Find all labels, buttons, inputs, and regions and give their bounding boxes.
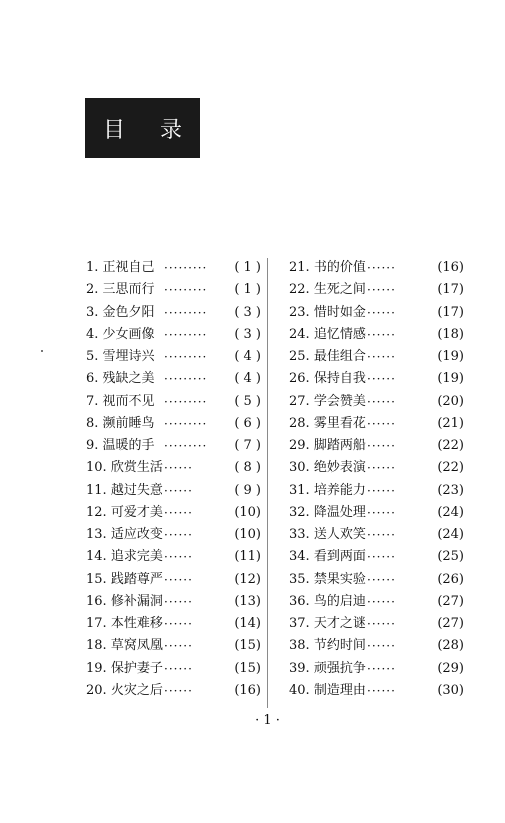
toc-entry-number: 14. (86, 549, 107, 565)
scan-speck (41, 350, 43, 352)
toc-entry-number: 7. (86, 393, 99, 409)
toc-entry-title: 鸟的启迪 (313, 593, 366, 609)
toc-entry-leader-dots: ········· (164, 283, 208, 298)
toc-entry-title: 天才之谜 (313, 616, 366, 631)
toc-entry-page: ( 6 ) (234, 415, 261, 431)
toc-entry-title: 降温处理 (313, 504, 366, 520)
toc-entry-leader-dots: ······ (164, 528, 193, 542)
toc-entry-title: 金色夕阳 (102, 304, 155, 320)
toc-entry-title: 最佳组合 (313, 349, 366, 364)
toc-entry-page: ( 8 ) (234, 460, 261, 476)
toc-entry-page: (24) (437, 504, 464, 520)
toc-entry-leader-dots: ········· (164, 439, 208, 453)
toc-entry-page: (22) (437, 438, 464, 453)
toc-entry-leader-dots: ······ (367, 461, 396, 476)
toc-entry-title: 追求完美 (110, 549, 163, 565)
toc-entry (289, 457, 464, 479)
toc-entry (86, 502, 261, 524)
toc-entry-page: (28) (437, 638, 464, 654)
toc-entry-title: 火灾之后 (110, 682, 163, 698)
toc-entry-leader-dots: ······ (367, 528, 396, 542)
toc-entry-title: 培养能力 (313, 482, 366, 498)
toc-entry-title: 惜时如金 (313, 304, 366, 320)
toc-entry (86, 457, 261, 479)
toc-entry-number: 23. (289, 304, 310, 320)
toc-entry-number: 39. (289, 660, 310, 676)
toc-entry-title: 可爱才美 (110, 504, 163, 520)
toc-entry-leader-dots: ······ (367, 550, 396, 565)
toc-entry-leader-dots: ······ (164, 661, 193, 676)
toc-entry-page: ( 9 ) (234, 482, 261, 498)
toc-entry-page: (21) (437, 415, 464, 431)
toc-entry-page: (29) (437, 660, 464, 676)
toc-entry-leader-dots: ········· (164, 372, 208, 387)
toc-entry-leader-dots: ······ (367, 505, 396, 520)
toc-entry-number: 16. (86, 593, 107, 609)
toc-entry (86, 658, 261, 680)
toc-entry-title: 雪埋诗兴 (102, 349, 155, 364)
toc-entry (289, 391, 464, 413)
toc-entry-number: 29. (289, 438, 310, 453)
toc-entry-page: (27) (437, 616, 464, 631)
toc-entry-number: 33. (289, 527, 310, 542)
toc-entry (289, 413, 464, 435)
toc-entry-page: (24) (437, 527, 464, 542)
toc-entry-page: (15) (234, 638, 261, 654)
page-number: · 1 · (255, 713, 280, 728)
toc-entry-leader-dots: ······ (367, 305, 396, 320)
toc-entry (289, 257, 464, 279)
toc-entry-leader-dots: ········· (164, 261, 208, 275)
toc-entry-page: (23) (437, 482, 464, 498)
toc-entry-leader-dots: ······ (164, 683, 193, 698)
toc-entry-leader-dots: ······ (367, 283, 396, 298)
toc-entry-page: ( 1 ) (234, 260, 261, 275)
toc-entry-leader-dots: ······ (367, 639, 396, 654)
toc-entry (289, 524, 464, 546)
toc-entry-title: 书的价值 (313, 260, 366, 275)
toc-entry-number: 10. (86, 460, 107, 476)
toc-entry (86, 524, 261, 546)
toc-entry (86, 346, 261, 368)
toc-entry-page: ( 5 ) (234, 393, 261, 409)
toc-entry-number: 36. (289, 593, 310, 609)
column-divider (267, 258, 268, 708)
toc-entry-number: 9. (86, 438, 99, 453)
toc-entry-page: (13) (234, 593, 261, 609)
toc-entry-title: 修补漏洞 (110, 593, 163, 609)
toc-entry (86, 413, 261, 435)
toc-entry (86, 391, 261, 413)
toc-entry-page: (10) (234, 527, 261, 542)
toc-entry-page: (19) (437, 371, 464, 387)
toc-entry-leader-dots: ········· (164, 327, 208, 342)
toc-entry-page: (12) (234, 571, 261, 587)
toc-entry (86, 324, 261, 346)
toc-entry-page: (11) (234, 549, 261, 565)
toc-entry-number: 6. (86, 371, 99, 387)
toc-entry-number: 26. (289, 371, 310, 387)
toc-entry-page: (16) (234, 682, 261, 698)
toc-entry-leader-dots: ······ (164, 639, 193, 654)
toc-entry-page: (30) (437, 682, 464, 698)
toc-entry (289, 302, 464, 324)
toc-entry-number: 20. (86, 682, 107, 698)
toc-entry-title: 越过失意 (110, 482, 163, 498)
toc-entry-leader-dots: ······ (367, 350, 396, 364)
toc-entry-page: (15) (234, 660, 261, 676)
toc-entry (86, 279, 261, 301)
toc-entry-title: 适应改变 (110, 527, 163, 542)
toc-entry-number: 24. (289, 326, 310, 342)
toc-entry-number: 17. (86, 616, 107, 631)
toc-entry-leader-dots: ······ (164, 505, 193, 520)
toc-entry-leader-dots: ······ (164, 572, 193, 587)
toc-entry (86, 435, 261, 457)
toc-entry-leader-dots: ········· (164, 416, 208, 431)
toc-entry-title: 草窝凤凰 (110, 638, 163, 654)
toc-entry-page: (20) (437, 393, 464, 409)
toc-entry-leader-dots: ······ (367, 617, 396, 631)
toc-entry (289, 502, 464, 524)
toc-entry (289, 658, 464, 680)
toc-entry-leader-dots: ········· (164, 350, 208, 364)
toc-entry-number: 30. (289, 460, 310, 476)
toc-entry-leader-dots: ······ (367, 594, 396, 609)
toc-entry-number: 37. (289, 616, 310, 631)
toc-entry-title: 学会赞美 (313, 393, 366, 409)
toc-entry-leader-dots: ······ (367, 327, 396, 342)
toc-entry-leader-dots: ······ (164, 550, 193, 565)
toc-entry-page: ( 4 ) (234, 349, 261, 364)
toc-entry-number: 32. (289, 504, 310, 520)
toc-entry (86, 680, 261, 702)
toc-entry-leader-dots: ······ (367, 572, 396, 587)
toc-entry-title: 践踏尊严 (110, 571, 163, 587)
toc-entry-title: 温暖的手 (102, 438, 155, 453)
toc-entry-page: (16) (437, 260, 464, 275)
toc-entry (86, 368, 261, 390)
toc-entry-title: 制造理由 (313, 682, 366, 698)
toc-entry (289, 613, 464, 635)
toc-entry-title: 三思而行 (102, 282, 155, 298)
toc-entry-title: 保护妻子 (110, 660, 163, 676)
toc-column-left (86, 257, 261, 702)
toc-entry-number: 25. (289, 349, 310, 364)
toc-entry (289, 279, 464, 301)
toc-entry-leader-dots: ······ (367, 372, 396, 387)
toc-entry (289, 680, 464, 702)
toc-entry-title: 看到两面 (313, 549, 366, 565)
toc-entry (289, 591, 464, 613)
toc-entry-number: 38. (289, 638, 310, 654)
toc-entry-number: 22. (289, 282, 310, 298)
toc-entry (86, 257, 261, 279)
toc-entry (86, 635, 261, 657)
toc-entry-leader-dots: ······ (367, 261, 396, 275)
toc-heading-box (85, 98, 200, 158)
toc-entry-number: 35. (289, 571, 310, 587)
toc-entry-title: 濒前睡鸟 (102, 415, 155, 431)
toc-entry (86, 546, 261, 568)
toc-entry-title: 生死之间 (313, 282, 366, 298)
toc-entry-number: 21. (289, 260, 310, 275)
toc-entry-number: 27. (289, 393, 310, 409)
toc-entry-number: 31. (289, 482, 310, 498)
toc-entry-title: 正视自己 (102, 260, 155, 275)
toc-entry (289, 569, 464, 591)
toc-heading: 目 录 (103, 117, 196, 143)
toc-entry-title: 本性难移 (110, 616, 163, 631)
toc-entry-page: ( 4 ) (234, 371, 261, 387)
toc-entry-title: 绝妙表演 (313, 460, 366, 476)
toc-entry-number: 34. (289, 549, 310, 565)
toc-entry-page: (18) (437, 326, 464, 342)
toc-entry-page: ( 1 ) (234, 282, 261, 298)
toc-entry-leader-dots: ······ (164, 483, 193, 498)
toc-entry-title: 视而不见 (102, 393, 155, 409)
toc-entry-page: ( 3 ) (234, 326, 261, 342)
toc-entry-title: 少女画像 (102, 326, 155, 342)
toc-entry-title: 脚踏两船 (313, 438, 366, 453)
toc-entry-number: 11. (86, 482, 107, 498)
toc-entry-number: 40. (289, 682, 310, 698)
toc-entry (289, 368, 464, 390)
toc-entry (289, 435, 464, 457)
toc-entry-number: 1. (86, 260, 99, 275)
toc-entry-page: ( 3 ) (234, 304, 261, 320)
toc-entry-title: 顽强抗争 (313, 660, 366, 676)
toc-entry-number: 18. (86, 638, 107, 654)
toc-entry-page: ( 7 ) (234, 438, 261, 453)
toc-entry-number: 2. (86, 282, 99, 298)
toc-entry-number: 8. (86, 415, 99, 431)
toc-entry-leader-dots: ······ (164, 617, 193, 631)
toc-entry-title: 禁果实验 (313, 571, 366, 587)
toc-entry (86, 480, 261, 502)
toc-entry-title: 残缺之美 (102, 371, 155, 387)
toc-entry-leader-dots: ······ (367, 661, 396, 676)
toc-entry-leader-dots: ········· (164, 394, 208, 409)
toc-column-right (289, 257, 464, 702)
toc-entry-leader-dots: ······ (367, 394, 396, 409)
toc-entry-number: 13. (86, 527, 107, 542)
toc-entry-number: 12. (86, 504, 107, 520)
toc-entry-title: 节约时间 (313, 638, 366, 654)
toc-entry-page: (17) (437, 282, 464, 298)
toc-entry (289, 635, 464, 657)
toc-entry-page: (10) (234, 504, 261, 520)
toc-entry-title: 雾里看花 (313, 415, 366, 431)
toc-entry-leader-dots: ······ (367, 683, 396, 698)
toc-entry-leader-dots: ········· (164, 305, 208, 320)
toc-entry-title: 送人欢笑 (313, 527, 366, 542)
toc-entry-number: 5. (86, 349, 99, 364)
toc-entry-number: 3. (86, 304, 99, 320)
toc-entry-leader-dots: ······ (164, 461, 193, 476)
toc-entry-leader-dots: ······ (367, 439, 396, 453)
toc-entry (86, 569, 261, 591)
toc-entry (86, 302, 261, 324)
toc-entry-title: 欣赏生活 (110, 460, 163, 476)
toc-entry (289, 346, 464, 368)
toc-entry (86, 613, 261, 635)
toc-entry-leader-dots: ······ (164, 594, 193, 609)
toc-entry-number: 28. (289, 415, 310, 431)
toc-entry-number: 15. (86, 571, 107, 587)
toc-entry-number: 19. (86, 660, 107, 676)
toc-entry-number: 4. (86, 326, 99, 342)
toc-entry (86, 591, 261, 613)
toc-entry-leader-dots: ······ (367, 416, 396, 431)
toc-entry-page: (27) (437, 593, 464, 609)
toc-entry-leader-dots: ······ (367, 483, 396, 498)
toc-entry-title: 保持自我 (313, 371, 366, 387)
toc-entry-page: (25) (437, 549, 464, 565)
toc-entry-page: (22) (437, 460, 464, 476)
toc-entry-page: (14) (234, 616, 261, 631)
toc-entry (289, 480, 464, 502)
toc-entry-page: (19) (437, 349, 464, 364)
toc-entry-page: (17) (437, 304, 464, 320)
toc-entry-title: 追忆情感 (313, 326, 366, 342)
toc-entry-page: (26) (437, 571, 464, 587)
toc-entry (289, 324, 464, 346)
toc-entry (289, 546, 464, 568)
